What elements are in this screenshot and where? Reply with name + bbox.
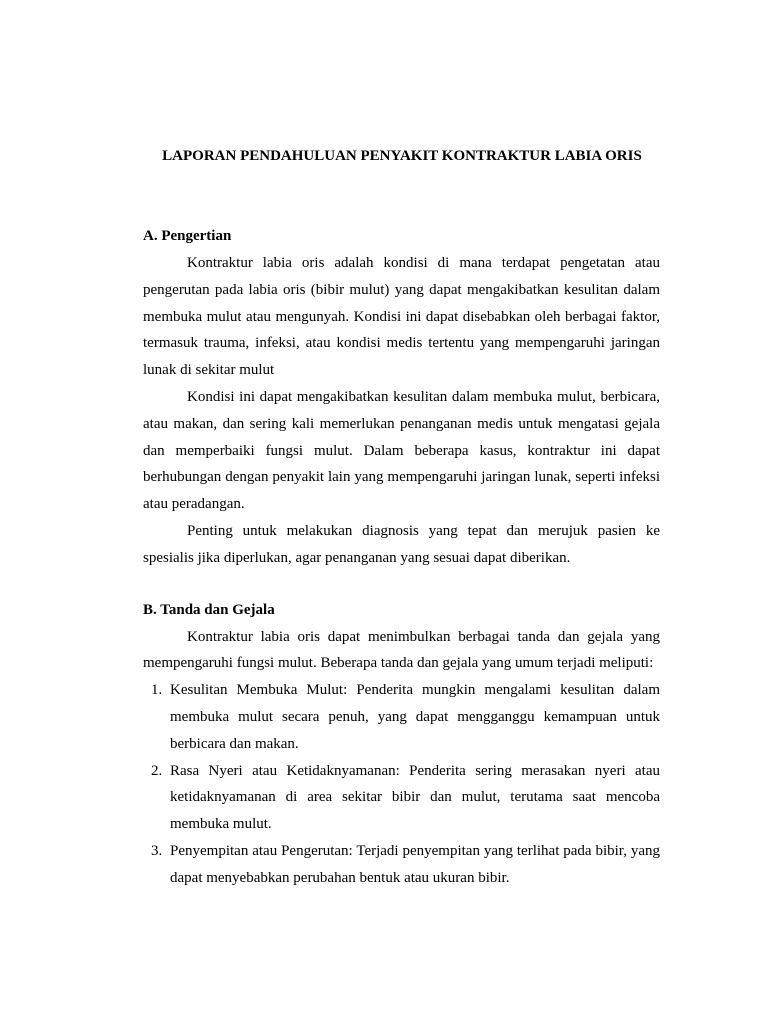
section-heading-pengertian: A. Pengertian bbox=[143, 228, 232, 244]
list-item-text: Penyempitan atau Pengerutan: Terjadi penyempitan yang terlihat pada bibir, yang dapat menyebabkan perubahan bentuk atau ukuran bibir. bbox=[170, 842, 660, 886]
section-spacer bbox=[143, 572, 660, 599]
section-heading-tanda-gejala: B. Tanda dan Gejala bbox=[143, 601, 275, 618]
paragraph: Kondisi ini dapat mengakibatkan kesulitan dalam membuka mulut, berbicara, atau makan, dan sering kali memerlukan penanganan medis untuk mengatasi gejala dan memperbaiki fungsi mulut. Dalam beberapa kasus, kontraktur ini dapat berhubungan dengan penyakit lain yang mempengaruhi jaringan lunak, seperti infeksi atau peradangan. bbox=[143, 388, 660, 513]
list-item-number: 2. bbox=[151, 762, 163, 779]
list-item-number: 1. bbox=[151, 682, 163, 699]
section-pengertian bbox=[143, 225, 660, 572]
list-item bbox=[143, 838, 660, 892]
section-tanda-gejala bbox=[143, 599, 660, 892]
paragraph: Penting untuk melakukan diagnosis yang tepat dan merujuk pasien ke spesialis jika diperlukan, agar penanganan yang sesuai dapat diberikan. bbox=[143, 522, 660, 566]
list-item-number: 3. bbox=[151, 842, 163, 859]
list-item bbox=[143, 677, 660, 757]
document-body bbox=[143, 225, 660, 892]
document-title: LAPORAN PENDAHULUAN PENYAKIT KONTRAKTUR LABIA ORIS bbox=[162, 148, 642, 164]
paragraph: Kontraktur labia oris dapat menimbulkan berbagai tanda dan gejala yang mempengaruhi fungsi mulut. Beberapa tanda dan gejala yang umum terjadi meliputi: bbox=[143, 628, 660, 672]
list-item-text: Rasa Nyeri atau Ketidaknyamanan: Penderita sering merasakan nyeri atau ketidaknyamanan di area sekitar bibir dan mulut, terutama saat mencoba membuka mulut. bbox=[170, 762, 660, 833]
list-item bbox=[143, 758, 660, 838]
list-item-text: Kesulitan Membuka Mulut: Penderita mungkin mengalami kesulitan dalam membuka mulut secara penuh, yang dapat mengganggu kemampuan untuk berbicara dan makan. bbox=[170, 682, 660, 752]
paragraph: Kontraktur labia oris adalah kondisi di mana terdapat pengetatan atau pengerutan pada labia oris (bibir mulut) yang dapat mengakibatkan kesulitan dalam membuka mulut atau mengunyah. Kondisi ini dapat disebabkan oleh berbagai faktor, termasuk trauma, infeksi, atau kondisi medis tertentu yang mempengaruhi jaringan lunak di sekitar mulut bbox=[143, 255, 660, 379]
symptom-list bbox=[143, 677, 660, 891]
